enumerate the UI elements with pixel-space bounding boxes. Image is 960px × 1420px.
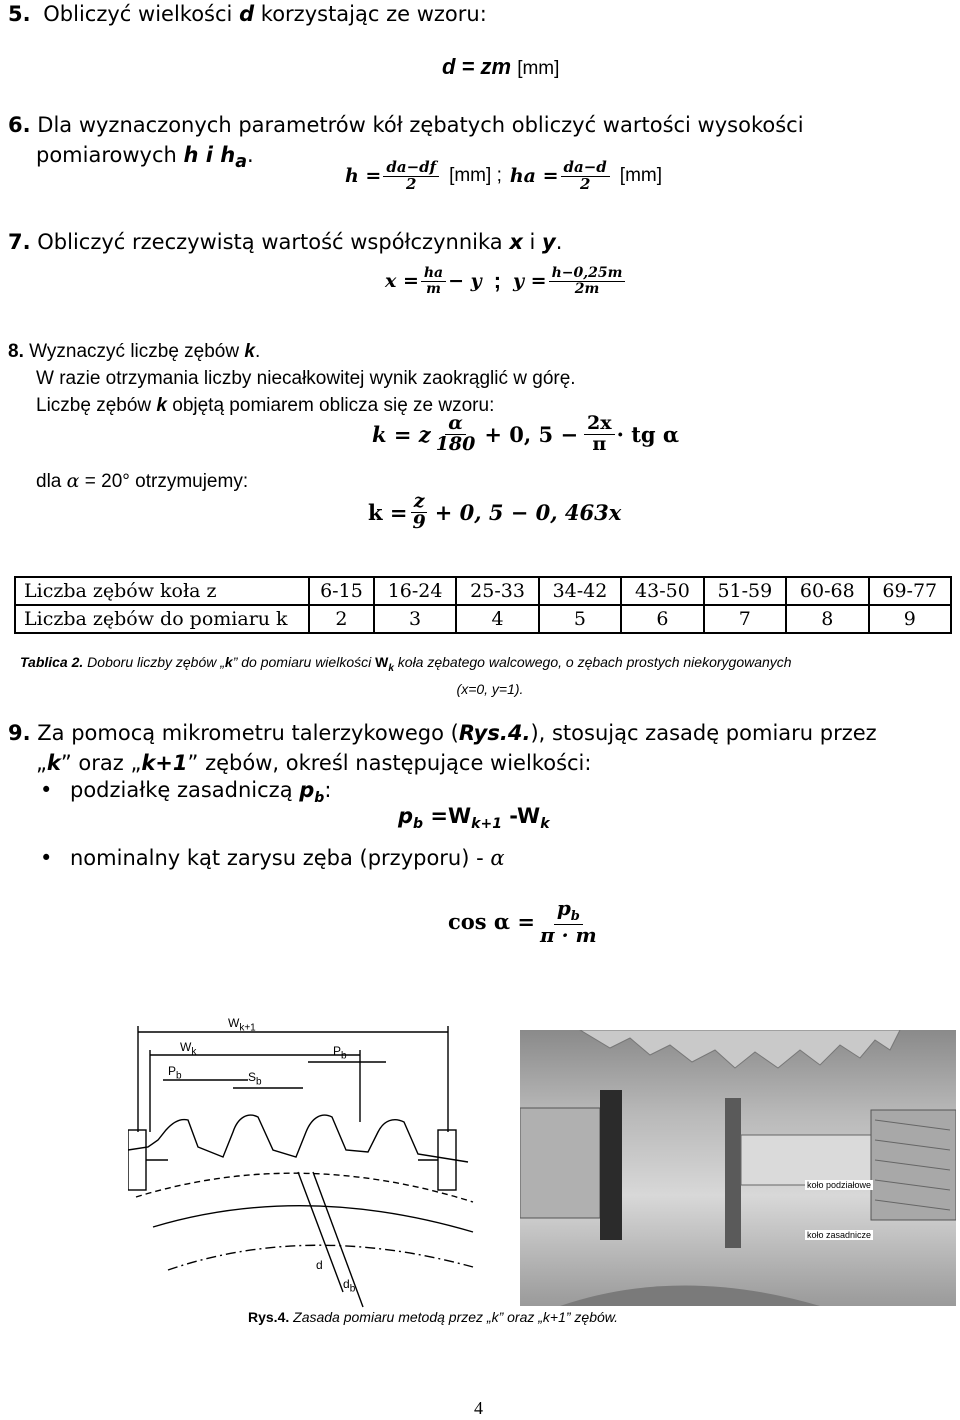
formula-cos-alpha: cos α = $\frac{p_b}{\pi \cdot m}$ <box>448 896 597 947</box>
formula-h: h = $\frac{da-df}{2}$ [mm] ; ha = $\frac{da-d}{2}$ [mm] <box>345 158 663 193</box>
page-number: 4 <box>474 1398 483 1418</box>
figure-caption: Rys.4. Zasada pomiaru metodą przez „k” oraz „k+1” zębów. <box>248 1309 619 1325</box>
bullet-podzialka: • podziałkę zasadniczą $p_b$: <box>40 778 332 807</box>
label-kolo-zasadnicze: koło zasadnicze <box>807 1230 872 1240</box>
label-kolo-podzialowe: koło podziałowe <box>807 1180 872 1190</box>
table-cell: 3 <box>374 605 456 633</box>
table-caption: Tablica 2. Doboru liczby zębów „k” do pomiaru wielkości $W_k$ koła zębatego walcowego, o zębach prostych niekorygowanych (x=0, y=1). <box>20 654 792 697</box>
label-sb: $S_b$ <box>248 1070 262 1088</box>
table-cell: 43-50 <box>621 577 703 605</box>
label-pb-right: $P_b$ <box>333 1044 347 1062</box>
label-pb-left: $P_b$ <box>168 1064 182 1082</box>
section-9-text: 9. Za pomocą mikrometru talerzykowego (Rys.4.), stosując zasadę pomiaru przez „k” oraz „k+1” zębów, określ następujące wielkości: <box>8 721 877 775</box>
formula-x-y: x = $\frac{ha}{m}$ − y ; y = $\frac{h-0,25m}{2m}$ <box>385 266 627 296</box>
table-cell: 9 <box>869 605 952 633</box>
section-6-text: 6. Dla wyznaczonych parametrów kół zębatych obliczyć wartości wysokości pomiarowych h i $h_a$. <box>8 113 804 173</box>
section-8-text: 8. Wyznaczyć liczbę zębów k. W razie otrzymania liczby niecałkowitej wynik zaokrąglić w górę. Liczbę zębów k objętą pomiarem oblicza się ze wzoru: <box>8 341 576 416</box>
table-cell: 5 <box>539 605 621 633</box>
table-cell: Liczba zębów do pomiaru k <box>15 605 309 633</box>
table-cell: 6 <box>621 605 703 633</box>
formula-d: d = zm [mm] <box>442 54 560 79</box>
teeth-table <box>14 576 952 634</box>
table-cell: 2 <box>309 605 374 633</box>
label-d: d <box>316 1258 323 1272</box>
table-cell: Liczba zębów koła z <box>15 577 309 605</box>
table-cell: 34-42 <box>539 577 621 605</box>
table-cell: 25-33 <box>456 577 538 605</box>
formula-k-general: k = z $\frac{\alpha}{180}$ + 0, 5 − $\frac{2x}{\pi}$ · tg α <box>372 412 680 455</box>
table-cell: 6-15 <box>309 577 374 605</box>
formula-pb: $p_b =W_{k+1}$ $-W_k$ <box>398 804 550 833</box>
table-cell: 7 <box>704 605 786 633</box>
gear-diagram <box>128 1016 484 1312</box>
table-cell: 51-59 <box>704 577 786 605</box>
table-cell: 69-77 <box>869 577 952 605</box>
table-cell: 4 <box>456 605 538 633</box>
table-cell: 16-24 <box>374 577 456 605</box>
label-wk: $W_k$ <box>180 1040 197 1058</box>
bullet-kat-zarysu: • nominalny kąt zarysu zęba (przyporu) - α <box>40 846 505 870</box>
table-cell: 8 <box>786 605 868 633</box>
table-row <box>15 577 951 605</box>
section-5-line: 5. Obliczyć wielkości d korzystając ze wzoru: <box>8 2 487 26</box>
table-cell: 60-68 <box>786 577 868 605</box>
table-row <box>15 605 951 633</box>
section-7-text: 7. Obliczyć rzeczywistą wartość współczynnika x i y. <box>8 230 563 254</box>
formula-k-simplified: k = $\frac{z}{9}$ + 0, 5 − 0, 463x <box>368 490 622 533</box>
dla-alpha-line: dla α = 20° otrzymujemy: <box>36 470 249 492</box>
micrometer-photo <box>520 1030 956 1306</box>
label-db: $d_b$ <box>343 1277 356 1295</box>
label-wk1: $W_{k+1}$ <box>228 1016 256 1034</box>
